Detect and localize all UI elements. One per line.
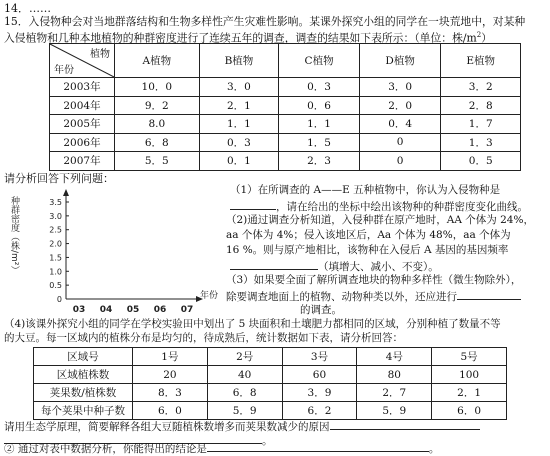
header-c: C植物 bbox=[279, 44, 360, 78]
q1-line2 bbox=[230, 199, 528, 214]
density-graph bbox=[4, 188, 219, 313]
q15-intro-end: ） bbox=[481, 31, 493, 45]
value-cell: 0．4 bbox=[359, 115, 441, 134]
value-cell: 5．9 bbox=[207, 402, 282, 420]
value-cell: 80 bbox=[357, 366, 432, 384]
table-row bbox=[34, 384, 507, 402]
header-d: D植物 bbox=[359, 44, 441, 78]
value-cell: 1．7 bbox=[441, 115, 521, 134]
value-cell: 5．9 bbox=[357, 402, 432, 420]
answer-blank bbox=[230, 199, 276, 210]
q2-line4 bbox=[230, 259, 439, 274]
value-cell: 0 bbox=[359, 133, 441, 152]
q4b-line bbox=[4, 441, 439, 456]
header-cell: 4号 bbox=[357, 348, 432, 366]
table-row bbox=[50, 133, 521, 152]
q4-line1: （4)该课外探究小组的同学在学校实验田中划出了 5 块面积和土壤肥力都相同的区域，分别种植了数量不等 bbox=[4, 318, 501, 330]
y-tick-label: 0 bbox=[56, 295, 62, 304]
value-cell: 2．7 bbox=[357, 384, 432, 402]
value-cell: 0．1 bbox=[199, 152, 279, 171]
value-cell: 100 bbox=[432, 366, 507, 384]
table-row bbox=[34, 366, 507, 384]
value-cell: 2．1 bbox=[432, 384, 507, 402]
corner-top-label: 植物 bbox=[90, 49, 110, 60]
q4b-text: ② 通过对表中数据分析，你能得出的结论是 bbox=[4, 443, 207, 455]
value-cell: 2．8 bbox=[441, 96, 521, 115]
value-cell: 0．3 bbox=[199, 133, 279, 152]
answer-prompt: 请分析回答下列问题： bbox=[4, 172, 114, 185]
q2-line2: aa 个体为 4%；侵入该地区后，Aa 个体为 48%，aa 个体为 bbox=[226, 229, 511, 241]
x-tick-label: 04 bbox=[99, 305, 113, 313]
value-cell: 3．0 bbox=[199, 78, 279, 97]
row-label: 荚果数/植株数 bbox=[34, 384, 133, 402]
header-cell: 3号 bbox=[282, 348, 357, 366]
table-row bbox=[34, 402, 507, 420]
header-b: B植物 bbox=[199, 44, 279, 78]
corner-bottom-label: 年份 bbox=[54, 65, 74, 76]
value-cell: 2．1 bbox=[199, 96, 279, 115]
table-row bbox=[50, 115, 521, 134]
y-tick-label: 2.0 bbox=[49, 239, 62, 249]
q3-line1: （3）如果要全面了解所调查地块的物种多样性（微生物除外）， bbox=[226, 274, 522, 286]
x-tick-label: 03 bbox=[72, 305, 86, 313]
graph-xlabel: 年份 bbox=[200, 291, 219, 301]
unit-superscript: 2 bbox=[476, 31, 482, 39]
q1-line1: （1）在所调查的 A——E 五种植物中，你认为入侵物种是 bbox=[230, 184, 501, 196]
value-cell: 0．5 bbox=[441, 152, 521, 171]
answer-blank bbox=[330, 419, 480, 430]
value-cell: 6．0 bbox=[133, 402, 208, 420]
x-tick-label: 07 bbox=[180, 305, 194, 313]
table-row bbox=[50, 152, 521, 171]
value-cell: 1．1 bbox=[199, 115, 279, 134]
row-label: 区域植株数 bbox=[34, 366, 133, 384]
value-cell: 9．2 bbox=[115, 96, 200, 115]
value-cell: 6．8 bbox=[207, 384, 282, 402]
year-cell: 2006年 bbox=[50, 133, 115, 152]
q2-line3: 16 %。则与原产地相比，该物种在入侵后 A 基因的基因频率 bbox=[226, 244, 509, 256]
graph-xticks bbox=[73, 305, 194, 313]
header-e: E植物 bbox=[441, 44, 521, 78]
q4b-end: 。 bbox=[428, 443, 440, 455]
header-cell: 5号 bbox=[432, 348, 507, 366]
answer-blank bbox=[457, 289, 521, 300]
value-cell: 5．5 bbox=[115, 152, 200, 171]
density-table-corner-cell bbox=[50, 44, 115, 78]
soybean-table bbox=[33, 347, 507, 420]
y-tick-label: 2.5 bbox=[49, 225, 62, 235]
value-cell: 40 bbox=[207, 366, 282, 384]
value-cell: 0．6 bbox=[279, 96, 360, 115]
value-cell: 3．0 bbox=[359, 78, 441, 97]
graph-axes bbox=[63, 189, 203, 302]
q15-intro-line2-text: 入侵植物和几种本地植物的种群密度进行了连续五年的调查，调查的结果如下表所示：（单位：株/m bbox=[4, 31, 477, 45]
value-cell: 10．0 bbox=[115, 78, 200, 97]
value-cell: 1．3 bbox=[441, 133, 521, 152]
year-cell: 2004年 bbox=[50, 96, 115, 115]
q4a-end: 。 bbox=[262, 435, 273, 447]
y-tick-label: 1.5 bbox=[49, 253, 62, 263]
header-cell: 2号 bbox=[207, 348, 282, 366]
answer-blank bbox=[230, 259, 318, 270]
density-table-header-row bbox=[50, 44, 521, 78]
x-tick-label: 06 bbox=[153, 305, 167, 313]
q15-intro-line1: 15．入侵物种会对当地群落结构和生物多样性产生灾难性影响。某课外探究小组的同学在一块荒地中，对某种 bbox=[4, 15, 526, 28]
q1-line2-text: ，请在给出的坐标中绘出该物种的种群密度变化曲线。 bbox=[276, 201, 528, 213]
value-cell: 60 bbox=[282, 366, 357, 384]
question-14: 14．…… bbox=[4, 2, 51, 15]
value-cell: 3．9 bbox=[282, 384, 357, 402]
q4-line2: 的大豆。每一区域内的植株分布是均匀的，待成熟后，统计数据如下表，请分析回答： bbox=[4, 332, 403, 344]
q3-line2 bbox=[226, 289, 521, 304]
soybean-header-row bbox=[34, 348, 507, 366]
value-cell: 6．0 bbox=[432, 402, 507, 420]
value-cell: 1．1 bbox=[279, 115, 360, 134]
table-row bbox=[50, 96, 521, 115]
row-label: 每个荚果中种子数 bbox=[34, 402, 133, 420]
header-cell: 区域号 bbox=[34, 348, 133, 366]
value-cell: 2．3 bbox=[279, 152, 360, 171]
header-a: A植物 bbox=[115, 44, 200, 78]
value-cell: 20 bbox=[133, 366, 208, 384]
value-cell: 8.0 bbox=[115, 115, 200, 134]
value-cell: 2．0 bbox=[359, 96, 441, 115]
q3-line2-text: 除要调查地面上的植物、动物种类以外，还应进行 bbox=[226, 291, 457, 303]
y-tick-label: 0.5 bbox=[49, 281, 62, 291]
q2-line1: （2)通过调查分析知道，入侵种群在原产地时，AA 个体为 24%， bbox=[226, 214, 534, 226]
header-cell: 1号 bbox=[133, 348, 208, 366]
year-cell: 2007年 bbox=[50, 152, 115, 171]
value-cell: 1．5 bbox=[279, 133, 360, 152]
y-tick-label: 3.5 bbox=[49, 198, 62, 207]
value-cell: 6．8 bbox=[115, 133, 200, 152]
table-row bbox=[50, 78, 521, 97]
q2-line4-text: （填增大、减小、不变）。 bbox=[318, 261, 439, 273]
x-tick-label: 05 bbox=[126, 305, 140, 313]
value-cell: 3．2 bbox=[441, 78, 521, 97]
value-cell: 0 bbox=[359, 152, 441, 171]
graph-ylabel: 种群密度（株/m²） bbox=[9, 196, 19, 275]
y-tick-label: 1.0 bbox=[49, 267, 62, 277]
value-cell: 0．3 bbox=[279, 78, 360, 97]
value-cell: 6．2 bbox=[282, 402, 357, 420]
value-cell: 8．3 bbox=[133, 384, 208, 402]
q4a-text: 请用生态学原理，简要解释各组大豆随植株数增多而荚果数减少的原因 bbox=[4, 421, 330, 433]
year-cell: 2005年 bbox=[50, 115, 115, 134]
year-cell: 2003年 bbox=[50, 78, 115, 97]
y-tick-label: 3.0 bbox=[49, 211, 62, 221]
density-table bbox=[49, 43, 521, 171]
q4a-line bbox=[4, 419, 480, 434]
q3-line3: 的调查。 bbox=[300, 304, 342, 316]
answer-blank bbox=[207, 441, 429, 452]
